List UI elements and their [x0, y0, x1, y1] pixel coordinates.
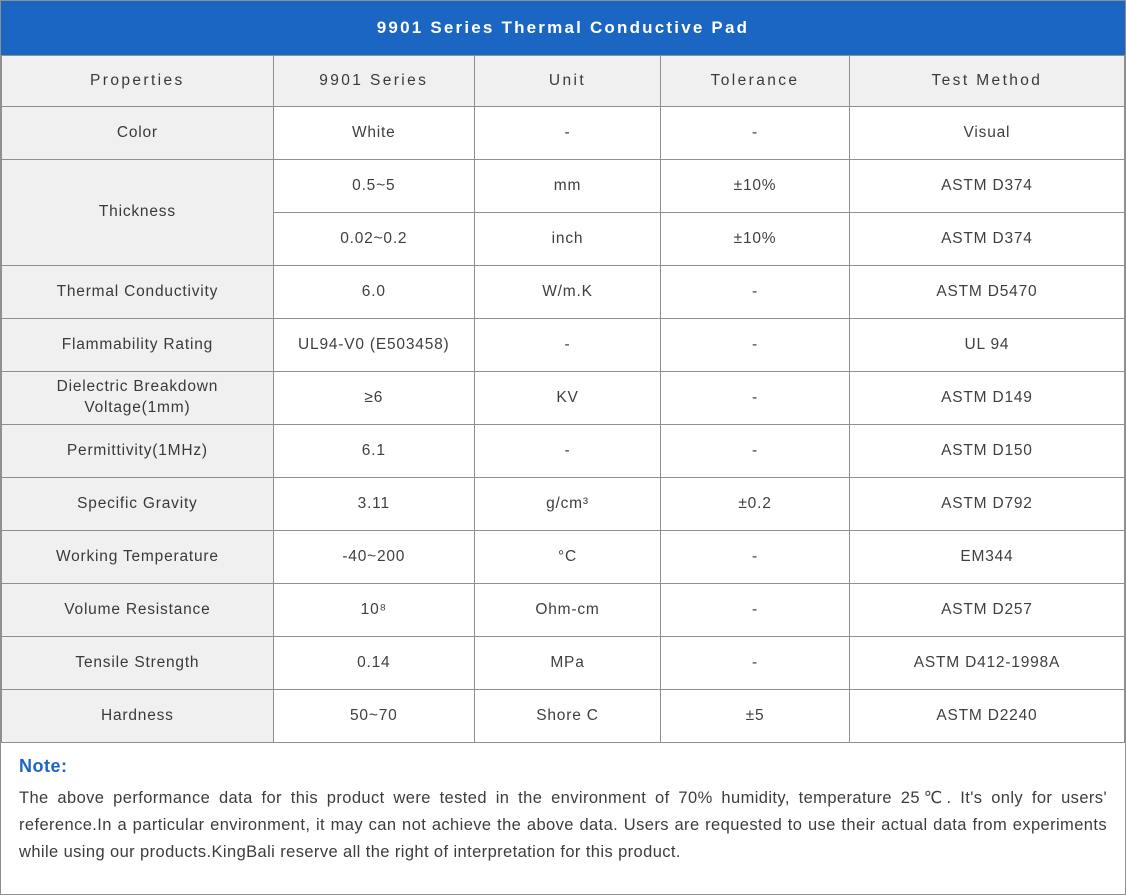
column-header-unit: Unit	[474, 56, 660, 107]
cell-tolerance: -	[661, 319, 850, 372]
cell-unit: -	[474, 425, 660, 478]
cell-unit: KV	[474, 372, 660, 425]
cell-value: 6.0	[273, 266, 474, 319]
table-row-thermal-conductivity	[2, 266, 1125, 319]
cell-unit: Ohm-cm	[474, 584, 660, 637]
cell-tolerance: ±0.2	[661, 478, 850, 531]
cell-value: 0.5~5	[273, 160, 474, 213]
spec-table	[1, 55, 1125, 743]
cell-property: Tensile Strength	[2, 637, 274, 690]
cell-property: Color	[2, 107, 274, 160]
cell-tolerance: -	[661, 266, 850, 319]
cell-test-method: ASTM D2240	[849, 690, 1124, 743]
cell-unit: -	[474, 319, 660, 372]
page-title: 9901 Series Thermal Conductive Pad	[376, 18, 750, 37]
cell-property: Specific Gravity	[2, 478, 274, 531]
cell-property: Flammability Rating	[2, 319, 274, 372]
cell-tolerance: -	[661, 584, 850, 637]
column-header-test-method: Test Method	[849, 56, 1124, 107]
cell-unit: inch	[474, 213, 660, 266]
cell-tolerance: -	[661, 531, 850, 584]
column-header-properties: Properties	[2, 56, 274, 107]
note-section	[1, 743, 1125, 894]
cell-unit: Shore C	[474, 690, 660, 743]
cell-tolerance: -	[661, 637, 850, 690]
table-row-tensile-strength	[2, 637, 1125, 690]
cell-property: Working Temperature	[2, 531, 274, 584]
cell-value: 10⁸	[273, 584, 474, 637]
cell-property: Permittivity(1MHz)	[2, 425, 274, 478]
column-header-series: 9901 Series	[273, 56, 474, 107]
table-header-row	[2, 56, 1125, 107]
cell-unit: g/cm³	[474, 478, 660, 531]
column-header-tolerance: Tolerance	[661, 56, 850, 107]
cell-unit: mm	[474, 160, 660, 213]
cell-test-method: ASTM D5470	[849, 266, 1124, 319]
cell-property: Volume Resistance	[2, 584, 274, 637]
cell-value: 0.14	[273, 637, 474, 690]
cell-test-method: ASTM D150	[849, 425, 1124, 478]
cell-test-method: Visual	[849, 107, 1124, 160]
cell-value: 0.02~0.2	[273, 213, 474, 266]
title-bar	[1, 1, 1125, 55]
cell-unit: °C	[474, 531, 660, 584]
cell-property: Dielectric Breakdown Voltage(1mm)	[2, 372, 274, 425]
cell-test-method: ASTM D257	[849, 584, 1124, 637]
cell-unit: W/m.K	[474, 266, 660, 319]
cell-test-method: ASTM D792	[849, 478, 1124, 531]
table-row-volume-resistance	[2, 584, 1125, 637]
cell-tolerance: ±10%	[661, 160, 850, 213]
cell-tolerance: -	[661, 425, 850, 478]
cell-value: 50~70	[273, 690, 474, 743]
cell-property: Hardness	[2, 690, 274, 743]
cell-tolerance: ±10%	[661, 213, 850, 266]
table-row-hardness	[2, 690, 1125, 743]
table-row-working-temperature	[2, 531, 1125, 584]
cell-tolerance: -	[661, 372, 850, 425]
note-label: Note:	[19, 756, 68, 776]
table-row-dielectric-breakdown	[2, 372, 1125, 425]
note-text: The above performance data for this product were tested in the environment of 70% humidity, temperature 25℃. It's only for users' reference.In a particular environment, it may can not achieve the above data. Users are requested to use their actual data from experiments while using our products.KingBali reserve all the right of interpretation for this product.	[19, 789, 1107, 862]
table-row-color	[2, 107, 1125, 160]
cell-property: Thickness	[2, 160, 274, 266]
cell-value: 3.11	[273, 478, 474, 531]
cell-value: -40~200	[273, 531, 474, 584]
cell-unit: MPa	[474, 637, 660, 690]
table-row-thickness-mm	[2, 160, 1125, 213]
cell-unit: -	[474, 107, 660, 160]
cell-tolerance: ±5	[661, 690, 850, 743]
cell-test-method: ASTM D149	[849, 372, 1124, 425]
cell-value: 6.1	[273, 425, 474, 478]
table-row-specific-gravity	[2, 478, 1125, 531]
cell-test-method: ASTM D374	[849, 160, 1124, 213]
table-row-permittivity	[2, 425, 1125, 478]
cell-value: White	[273, 107, 474, 160]
table-row-flammability	[2, 319, 1125, 372]
cell-test-method: UL 94	[849, 319, 1124, 372]
cell-value: ≥6	[273, 372, 474, 425]
cell-property: Thermal Conductivity	[2, 266, 274, 319]
cell-value: UL94-V0 (E503458)	[273, 319, 474, 372]
cell-test-method: ASTM D412-1998A	[849, 637, 1124, 690]
cell-test-method: EM344	[849, 531, 1124, 584]
cell-tolerance: -	[661, 107, 850, 160]
cell-test-method: ASTM D374	[849, 213, 1124, 266]
